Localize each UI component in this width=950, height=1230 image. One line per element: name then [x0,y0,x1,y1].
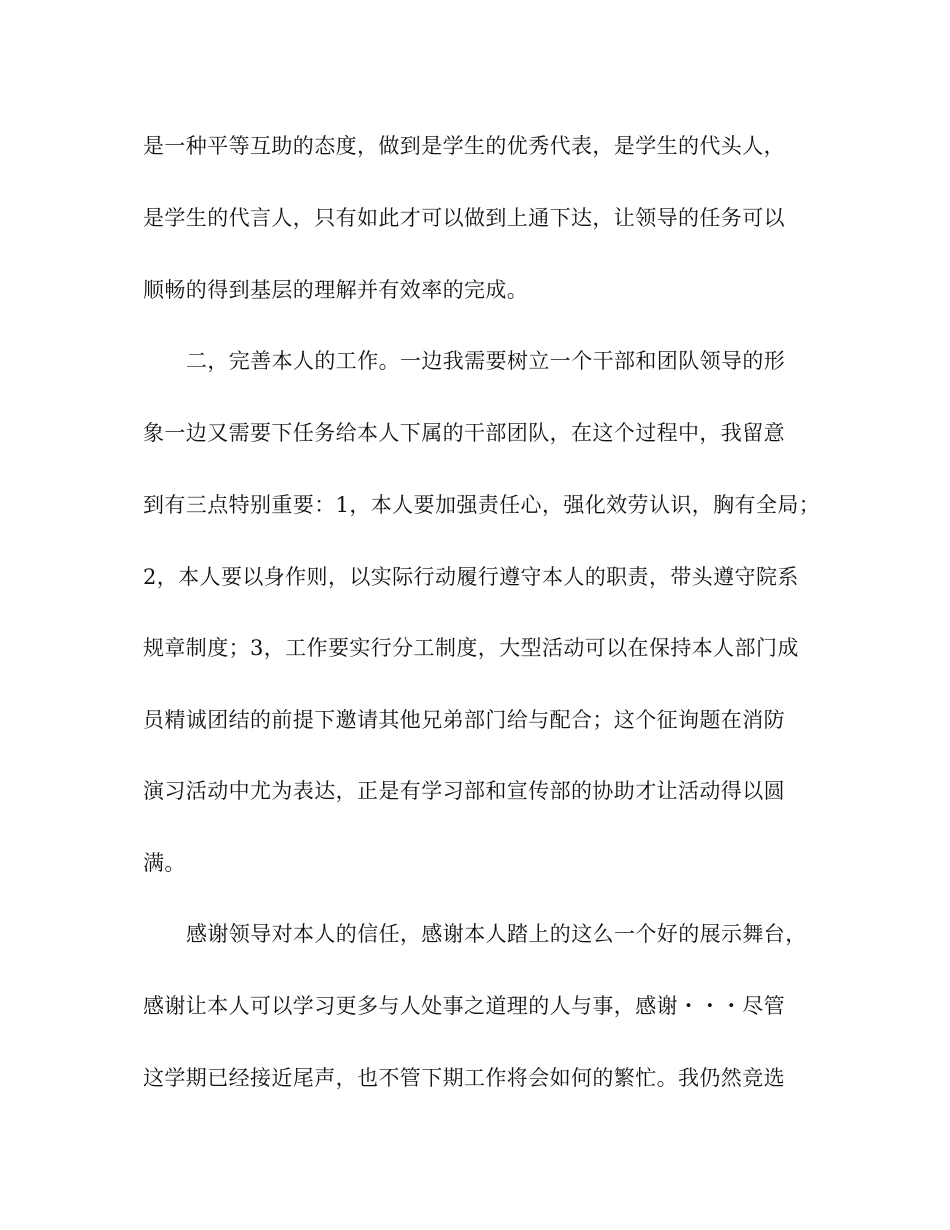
text-line: 满。 [143,851,186,875]
text-line: 感谢让本人可以学习更多与人处事之道理的人与事，感谢・・・尽管 [143,994,785,1018]
text-line: 2，本人要以身作则，以实际行动履行遵守本人的职责，带头遵守院系 [143,565,799,589]
text-line: 是一种平等互助的态度，做到是学生的优秀代表，是学生的代头人， [143,134,785,158]
paragraph-start-line: 感谢领导对本人的信任，感谢本人踏上的这么一个好的展示舞台， [186,922,807,946]
text-line: 员精诚团结的前提下邀请其他兄弟部门给与配合；这个征询题在消防 [143,708,785,732]
text-line: 演习活动中尤为表达，正是有学习部和宣传部的协助才让活动得以圆 [143,779,785,803]
text-line: 这学期已经接近尾声，也不管下期工作将会如何的繁忙。我仍然竞选 [143,1066,785,1090]
text-line: 到有三点特别重要：1，本人要加强责任心，强化效劳认识，胸有全局； [143,493,821,517]
paragraph-start-line: 二，完善本人的工作。一边我需要树立一个干部和团队领导的形 [186,349,786,373]
text-line: 象一边又需要下任务给本人下属的干部团队，在这个过程中，我留意 [143,421,785,445]
text-line: 是学生的代言人，只有如此才可以做到上通下达，让领导的任务可以 [143,206,785,230]
text-line: 规章制度；3，工作要实行分工制度，大型活动可以在保持本人部门成 [143,636,799,660]
text-line: 顺畅的得到基层的理解并有效率的完成。 [143,278,529,302]
